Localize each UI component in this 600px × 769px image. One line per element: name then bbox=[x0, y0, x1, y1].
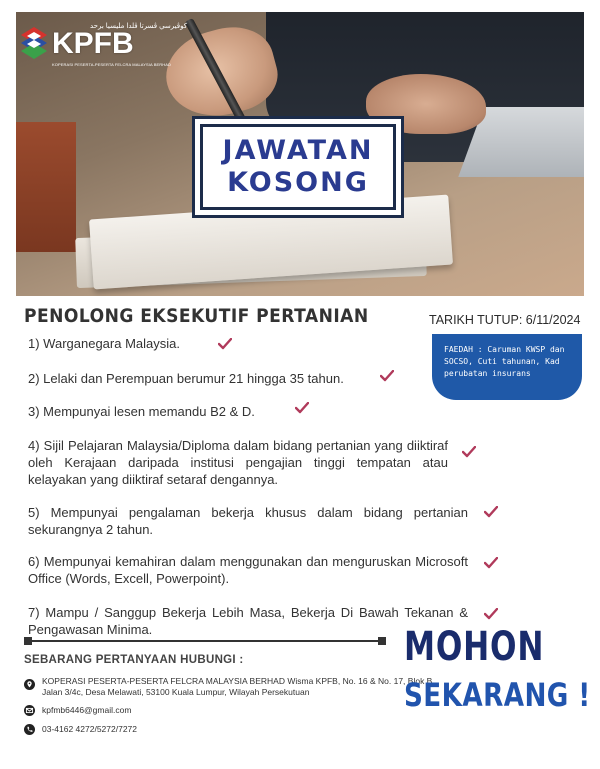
email-icon bbox=[24, 705, 35, 716]
kpfb-logo-mark-icon bbox=[20, 26, 48, 60]
background-shelf bbox=[16, 122, 76, 252]
requirement-item-1: 1) Warganegara Malaysia. bbox=[28, 336, 180, 351]
location-pin-icon bbox=[24, 679, 35, 690]
address-line-1: KOPERASI PESERTA-PESERTA FELCRA MALAYSIA BERHAD Wisma KPFB, No. 16 & No. 17, Blok B, bbox=[42, 676, 435, 686]
check-icon bbox=[484, 506, 498, 518]
cta-line-2: SEKARANG ! bbox=[404, 676, 591, 714]
logo-text: KPFB bbox=[52, 27, 134, 60]
requirement-item-7: 7) Mampu / Sanggup Bekerja Lebih Masa, Bekerja Di Bawah Tekanan & Pengawasan Minima. bbox=[28, 605, 468, 637]
logo-jawi-text: كوڤيرسي ڤسرتا ڤلدا مليسيا برحد bbox=[90, 23, 188, 30]
contact-phone[interactable]: 03-4162 4272/5272/7272 bbox=[42, 724, 138, 734]
requirement-item-4: 4) Sijil Pelajaran Malaysia/Diploma dalam bidang pertanian yang diiktiraf oleh Kerajaan daripada institusi pengajian tinggi tempatan atau kelayakan yang diiktiraf setaraf dengannya. bbox=[28, 438, 448, 487]
check-icon bbox=[484, 608, 498, 620]
headline-line-1: JAWATAN bbox=[222, 135, 374, 166]
check-icon bbox=[218, 338, 232, 350]
requirement-item-3: 3) Mempunyai lesen memandu B2 & D. bbox=[28, 404, 255, 419]
requirement-item-6: 6) Mempunyai kemahiran dalam menggunakan dan menguruskan Microsoft Office (Words, Excell, Powerpoint). bbox=[28, 554, 468, 586]
requirement-item-2: 2) Lelaki dan Perempuan berumur 21 hingga 35 tahun. bbox=[28, 371, 344, 386]
contact-email[interactable]: kpfmb6446@gmail.com bbox=[42, 705, 132, 715]
contact-heading: SEBARANG PERTANYAAN HUBUNGI : bbox=[24, 654, 244, 666]
check-icon bbox=[462, 446, 476, 458]
section-divider bbox=[24, 637, 386, 645]
headline-banner bbox=[200, 124, 396, 210]
benefit-box: FAEDAH : Caruman KWSP dan SOCSO, Cuti tahunan, Kad perubatan insurans bbox=[432, 334, 582, 400]
check-icon bbox=[295, 402, 309, 414]
address-line-2: Jalan 3/4c, Desa Melawati, 53100 Kuala Lumpur, Wilayah Persekutuan bbox=[42, 687, 310, 697]
cta-line-1: MOHON bbox=[404, 624, 545, 670]
phone-icon bbox=[24, 724, 35, 735]
kpfb-logo bbox=[20, 22, 188, 74]
closing-date: TARIKH TUTUP: 6/11/2024 bbox=[429, 313, 581, 327]
logo-full-name: KOPERASI PESERTA-PESERTA FELCRA MALAYSIA BERHAD bbox=[52, 62, 172, 67]
check-icon bbox=[380, 370, 394, 382]
requirement-item-5: 5) Mempunyai pengalaman bekerja khusus dalam bidang pertanian sekurangnya 2 tahun. bbox=[28, 505, 468, 537]
job-title: PENOLONG EKSEKUTIF PERTANIAN bbox=[24, 305, 369, 327]
headline-line-2: KOSONG bbox=[227, 167, 369, 198]
check-icon bbox=[484, 557, 498, 569]
